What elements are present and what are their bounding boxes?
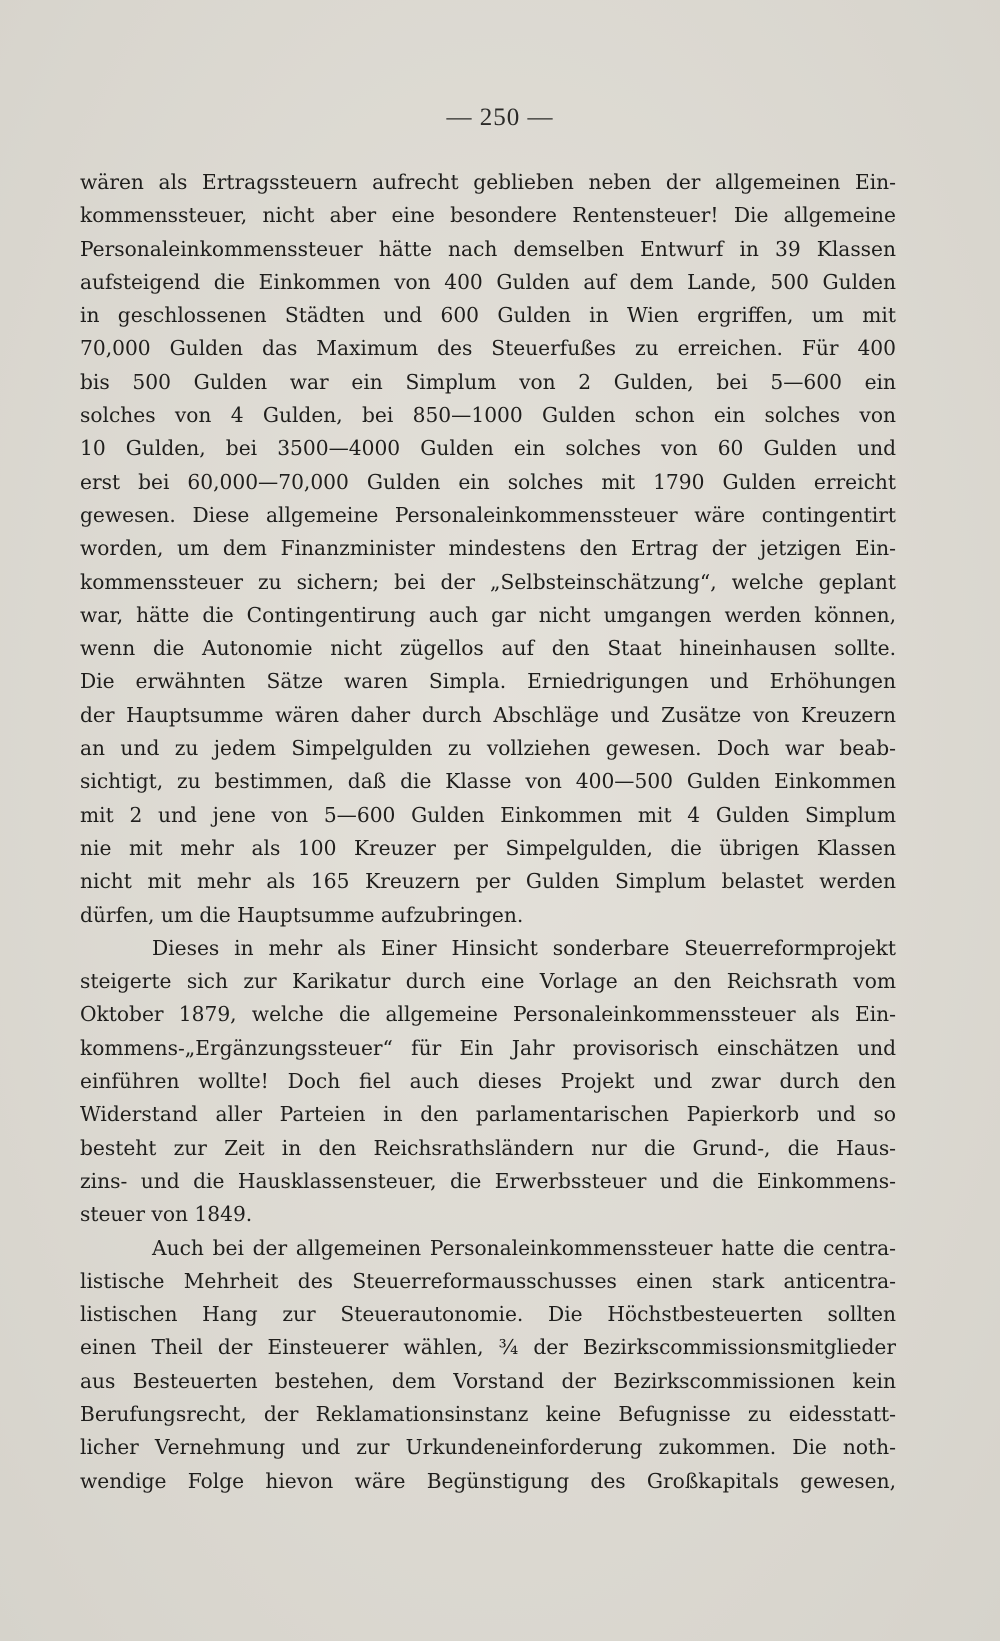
text-line: Berufungsrecht, der Reklamationsinstanz keine Befugnisse zu eidesstatt-: [80, 1401, 896, 1426]
text-line: Widerstand aller Parteien in den parlamentarischen Papierkorb und so: [80, 1102, 896, 1127]
text-line: licher Vernehmung und zur Urkundeneinforderung zukommen. Die noth-: [80, 1435, 896, 1460]
text-line: einführen wollte! Doch fiel auch dieses Projekt und zwar durch den: [80, 1069, 896, 1094]
text-line: steigerte sich zur Karikatur durch eine Vorlage an den Reichsrath vom: [80, 969, 896, 994]
text-line: nie mit mehr als 100 Kreuzer per Simpelgulden, die übrigen Klassen: [80, 835, 896, 860]
text-line: aus Besteuerten bestehen, dem Vorstand der Bezirkscommissionen kein: [80, 1368, 896, 1393]
text-line: Personaleinkommenssteuer hätte nach demselben Entwurf in 39 Klassen: [80, 236, 896, 261]
text-line: Dieses in mehr als Einer Hinsicht sonderbare Steuerreformprojekt: [152, 935, 896, 960]
text-line: zins- und die Hausklassensteuer, die Erwerbssteuer und die Einkommens-: [80, 1168, 896, 1193]
text-line: steuer von 1849.: [80, 1202, 253, 1227]
text-line: in geschlossenen Städten und 600 Gulden in Wien ergriffen, um mit: [80, 303, 896, 328]
text-line: 10 Gulden, bei 3500—4000 Gulden ein solches von 60 Gulden und: [80, 436, 896, 461]
text-line: aufsteigend die Einkommen von 400 Gulden auf dem Lande, 500 Gulden: [80, 269, 896, 294]
text-line: Auch bei der allgemeinen Personaleinkommenssteuer hatte die centra-: [152, 1235, 896, 1260]
text-line: 70,000 Gulden das Maximum des Steuerfußes zu erreichen. Für 400: [80, 336, 896, 361]
text-line: kommens-„Ergänzungssteuer“ für Ein Jahr provisorisch einschätzen und: [80, 1035, 896, 1060]
text-line: bis 500 Gulden war ein Simplum von 2 Gulden, bei 5—600 ein: [80, 369, 896, 394]
text-line: listische Mehrheit des Steuerreformausschusses einen stark anticentra-: [80, 1268, 896, 1293]
paragraph-1: [80, 166, 896, 932]
text-line: besteht zur Zeit in den Reichsrathsländern nur die Grund-, die Haus-: [80, 1135, 896, 1160]
text-line: der Hauptsumme wären daher durch Abschläge und Zusätze von Kreuzern: [80, 702, 896, 727]
text-line: an und zu jedem Simpelgulden zu vollziehen gewesen. Doch war beab-: [80, 736, 896, 761]
text-line: kommenssteuer zu sichern; bei der „Selbsteinschätzung“, welche geplant: [80, 569, 896, 594]
text-line: dürfen, um die Hauptsumme aufzubringen.: [80, 902, 524, 927]
text-line: worden, um dem Finanzminister mindestens den Ertrag der jetzigen Ein-: [80, 536, 896, 561]
text-line: einen Theil der Einsteuerer wählen, ¾ der Bezirkscommissionsmitglieder: [80, 1335, 896, 1360]
paragraph-2: [80, 932, 896, 1232]
text-line: gewesen. Diese allgemeine Personaleinkommenssteuer wäre contingentirt: [80, 502, 896, 527]
text-line: Die erwähnten Sätze waren Simpla. Erniedrigungen und Erhöhungen: [80, 669, 896, 694]
text-line: kommenssteuer, nicht aber eine besondere Rentensteuer! Die allgemeine: [80, 203, 896, 228]
text-line: wendige Folge hievon wäre Begünstigung des Großkapitals gewesen,: [80, 1468, 896, 1493]
body-text: [80, 166, 896, 1498]
page-number: — 250 —: [446, 104, 554, 131]
text-line: Oktober 1879, welche die allgemeine Personaleinkommenssteuer als Ein-: [80, 1002, 896, 1027]
text-line: sichtigt, zu bestimmen, daß die Klasse von 400—500 Gulden Einkommen: [80, 769, 896, 794]
text-line: wenn die Autonomie nicht zügellos auf den Staat hineinhausen sollte.: [80, 636, 896, 661]
text-line: wären als Ertragssteuern aufrecht geblieben neben der allgemeinen Ein-: [80, 170, 896, 194]
text-line: listischen Hang zur Steuerautonomie. Die Höchstbesteuerten sollten: [80, 1302, 896, 1327]
paragraph-3: [80, 1232, 896, 1498]
text-line: mit 2 und jene von 5—600 Gulden Einkommen mit 4 Gulden Simplum: [80, 802, 896, 827]
text-line: solches von 4 Gulden, bei 850—1000 Gulden schon ein solches von: [80, 403, 896, 428]
text-line: nicht mit mehr als 165 Kreuzern per Gulden Simplum belastet werden: [80, 869, 896, 894]
text-line: erst bei 60,000—70,000 Gulden ein solches mit 1790 Gulden erreicht: [80, 469, 896, 494]
text-line: war, hätte die Contingentirung auch gar nicht umgangen werden können,: [80, 602, 896, 627]
